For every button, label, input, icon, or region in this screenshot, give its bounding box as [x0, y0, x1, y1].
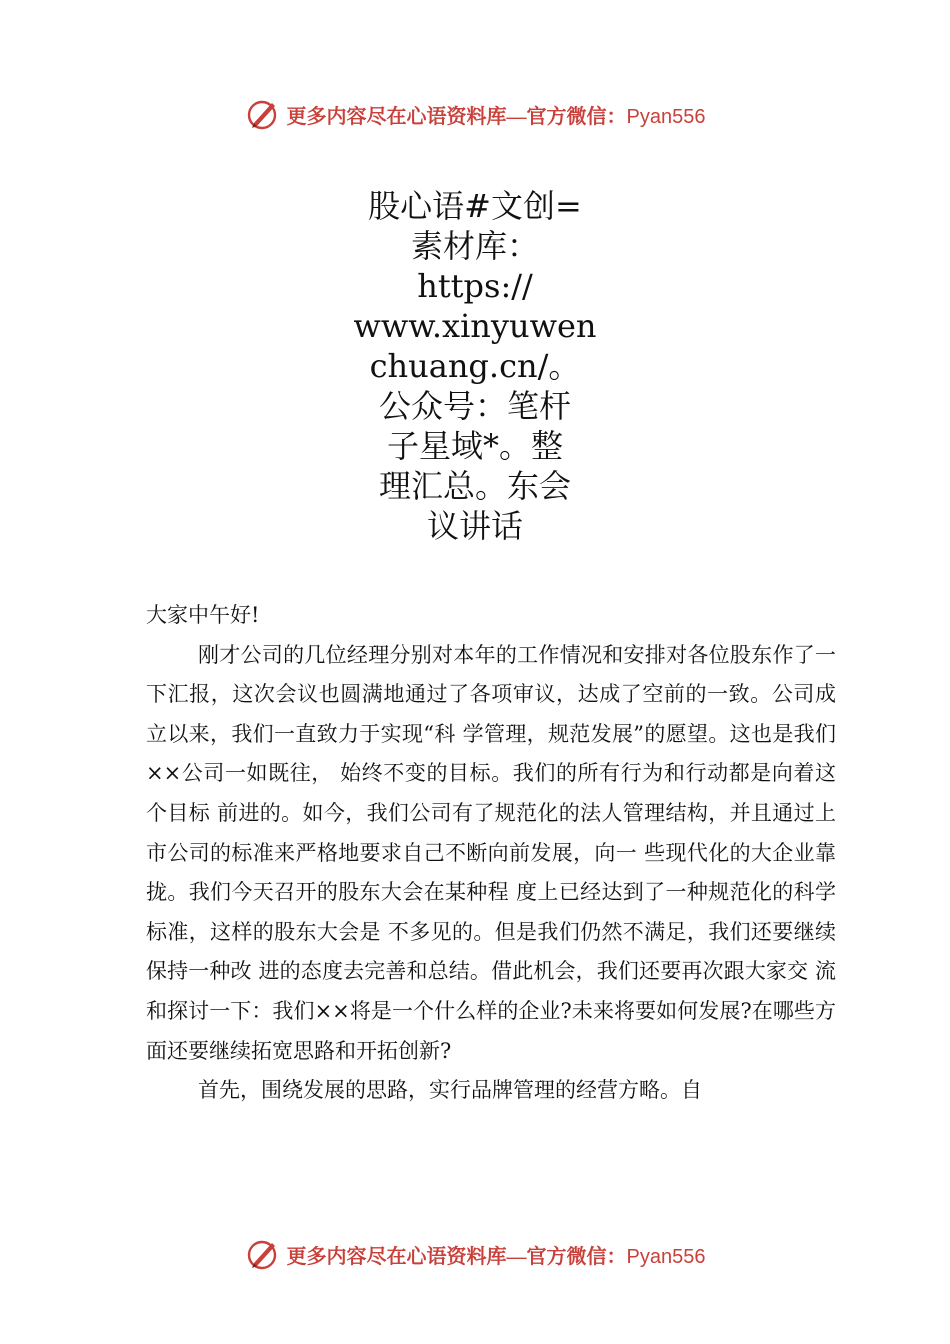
title-line: https:// — [417, 267, 533, 305]
title-line: 子星域*。整 — [386, 427, 563, 465]
greeting: 大家中午好! — [146, 603, 260, 627]
wechat-id: Pyan556 — [626, 1245, 706, 1268]
pen-logo-icon — [245, 96, 281, 132]
title-line: 公众号：笔杆 — [378, 387, 571, 425]
wechat-id: Pyan556 — [626, 105, 706, 128]
title-line: 议讲话 — [426, 507, 523, 545]
paragraph: 首先，围绕发展的思路，实行品牌管理的经营方略。自 — [198, 1078, 702, 1103]
banner-label: 更多内容尽在心语资料库—官方微信：Pyan556 — [286, 105, 706, 128]
title-line: 股心语#文创= — [368, 187, 582, 225]
title-line: 素材库： — [410, 227, 539, 265]
title-line: 理汇总。东会 — [378, 467, 571, 505]
header-banner — [0, 94, 950, 134]
document-title — [350, 186, 600, 546]
title-line: www.xinyuwen — [353, 307, 597, 345]
paragraph: 刚才公司的几位经理分别对本年的工作情况和安排对各位股东作了一下汇报，这次会议也圆满地通过了各项审议，达成了空前的一致。公司成立以来，我们一直致力于实现“科 学管理，规范发展”的愿望。这也是我们××公司一如既往， 始终不变的目标。我们的所有行为和行动都是向着这个目标 前进的。如今，我们公司有了规范化的法人管理结构，并且通过上市公司的标准来严格地要求自己不断向前发展，向一 些现代化的大企业靠拢。我们今天召开的股东大会在某种程 度上已经达到了一种规范化的科学标准，这样的股东大会是 不多见的。但是我们仍然不满足，我们还要继续保持一种改 进的态度去完善和总结。借此机会，我们还要再次跟大家交 流和探讨一下：我们××将是一个什么样的企业?未来将要如何发展?在哪些方面还要继续拓宽思路和开拓创新? — [146, 642, 836, 1063]
banner-label: 更多内容尽在心语资料库—官方微信：Pyan556 — [286, 1245, 706, 1268]
footer-banner — [0, 1234, 950, 1274]
pen-logo-icon — [245, 1236, 281, 1272]
title-line: chuang.cn/。 — [369, 347, 581, 385]
document-body — [146, 596, 836, 1111]
